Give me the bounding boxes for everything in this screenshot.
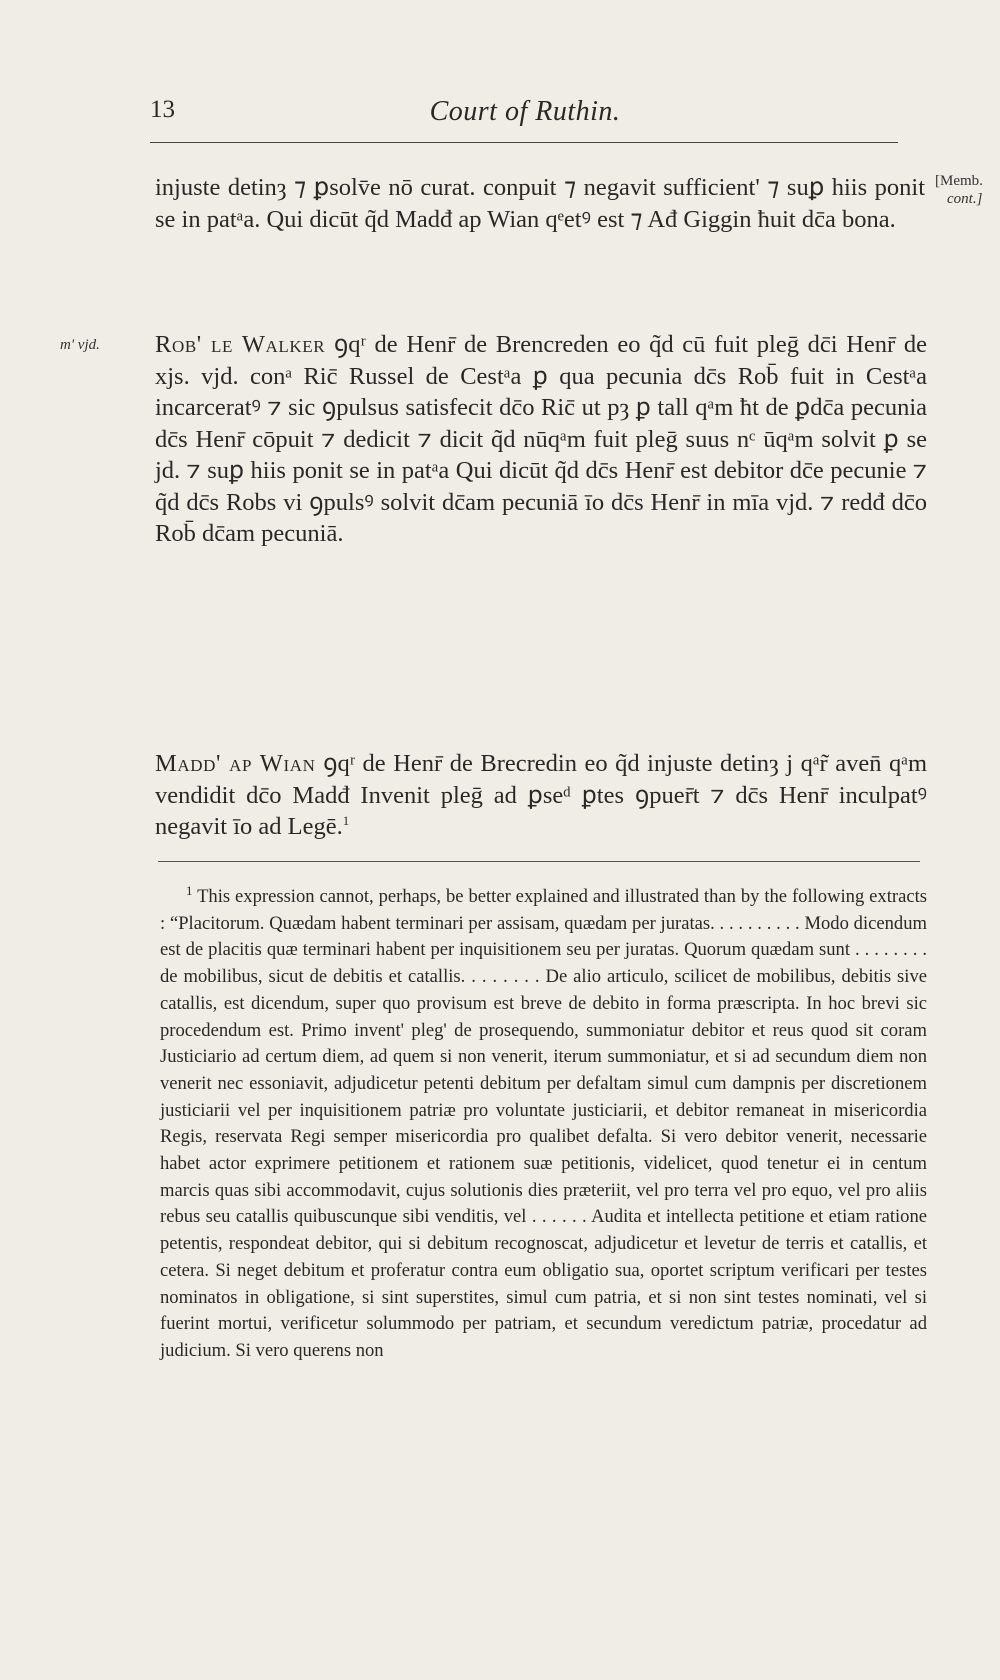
page-header [150, 96, 900, 136]
footnote [160, 884, 927, 1365]
membrane-label: [Memb. [935, 173, 983, 189]
entry-walker-text: ꝯqʳ de Henr̄ de Brencreden eo q̃d cū fuit pleḡ dc̄i Henr̄ de xjs. vjd. conᵃ Ric̄ Russel de Cestᵃa ꝑ qua pecunia dc̄s Rob̄ fuit in Cestᵃa incarceratꝰ ⁊ sic ꝯpulsus satisfecit dc̄o Ric̄ ut pȝ ꝑ tall qᵃm ħt de ꝑdc̄a pecunia dc̄s Henr̄ cōpuit ⁊ dedicit ⁊ dicit q̃d nūqᵃm fuit pleḡ suus nᶜ ūqᵃm solvit ꝑ se jd. ⁊ suꝑ hiis ponit se in patᵃa Qui dicūt q̃d dc̄s Henr̄ est debitor dc̄e pecunie ⁊ q̃d dc̄s Robs vi ꝯpulsꝰ solvit dc̄am pecuniā īo dc̄s Henr̄ in mīa vjd. ⁊ redđ dc̄o Rob̄ dc̄am pecuniā. [155, 331, 927, 547]
membrane-side-note [935, 172, 983, 208]
footnote-text: This expression cannot, perhaps, be better explained and illustrated than by the following extracts : “Placitorum. Quædam habent terminari per assisam, quædam per juratas. . . . . . . . . . Modo dicendum est de placitis quæ terminari habent per inquisitionem seu per juratas. Quorum quædam sunt . . . . . . . . de mobilibus, sicut de debitis et catallis. . . . . . . . De alio articulo, scilicet de mobilibus, debitis sive catallis, est dicendum, super quo provisum est breve de debito in forma præscripta. In hoc brevi sic procedendum est. Primo invent' pleg' de prosequendo, summoniatur debitor et reus quod sit coram Justiciario ad certum diem, ad quem si non venerit, iterum summoniatur, et si ad secundum diem non venerit nec essoniavit, adjudicetur petenti debitum per defaltam simul cum dampnis per discretionem justiciarii vel per inquisitionem patriæ pro voluntate justiciarii, et debitor remaneat in misericordia Regis, reservata Regi semper misericordia pro qualibet defalta. Si vero debitor venerit, necessarie habet actor exprimere petitionem et rationem suæ petitionis, videlicet, quod tenetur ei in centum marcis quas sibi accommodavit, cujus solutionis dies præteriit, vel pro terra vel pro equo, vel pro aliis rebus seu catallis quibuscunque sibi venditis, vel . . . . . . Audita et intellecta petitione et etiam ratione petentis, respondeat debitor, qui si debitum recognoscat, adjudicetur et levetur de terris et catallis, et cetera. Si neget debitum et proferatur contra eum obligatio sua, oportet scriptum verificari per testes nominatos in obligatione, si sint superstites, simul cum patria, et si non sint testes nominati, vel si fuerint mortui, verificetur solummodo per patriam, et secundum veredictum patriæ, procedatur ad judicium. Si vero querens non [160, 886, 927, 1361]
footnote-reference: 1 [342, 812, 350, 828]
entry-madd-paragraph [155, 748, 927, 843]
footnote-paragraph [160, 884, 927, 1365]
entry-walker-name: Rob' le Walker [155, 331, 326, 358]
entry-continuation-text: injuste detinȝ ⁊ ꝑsolv̄e nō curat. conpuit ⁊ negavit sufficient' ⁊ suꝑ hiis ponit se in patᵃa. Qui dicūt q̃d Madđ ap Wian qᵉetꝰ est ⁊ Ađ Giggin ħuit dc̄a bona. [155, 174, 925, 233]
entry-walker [155, 329, 927, 550]
entry-madd-name: Madd' ap Wian [155, 750, 316, 777]
page-number: 13 [150, 96, 175, 123]
header-rule [150, 142, 898, 143]
footnote-marker: 1 [186, 882, 193, 898]
membrane-cont-label: cont.] [947, 191, 983, 207]
entry-walker-paragraph [155, 329, 927, 550]
footnote-rule [158, 861, 920, 862]
running-title: Court of Ruthin. [429, 96, 621, 127]
amercement-margin-note: m' vjd. [60, 337, 100, 353]
entry-continuation [155, 172, 925, 235]
entry-madd-text: ꝯqʳ de Henr̄ de Brecredin eo q̃d injuste detinȝ j qᵃr̃ aven̄ qᵃm vendidit dc̄o Madđ Invenit pleḡ ad ꝑseᵈ ꝑtes ꝯpuer̄t ⁊ dc̄s Henr̄ inculpatꝰ negavit īo ad Legē. [155, 750, 927, 840]
entry-madd [155, 748, 927, 843]
